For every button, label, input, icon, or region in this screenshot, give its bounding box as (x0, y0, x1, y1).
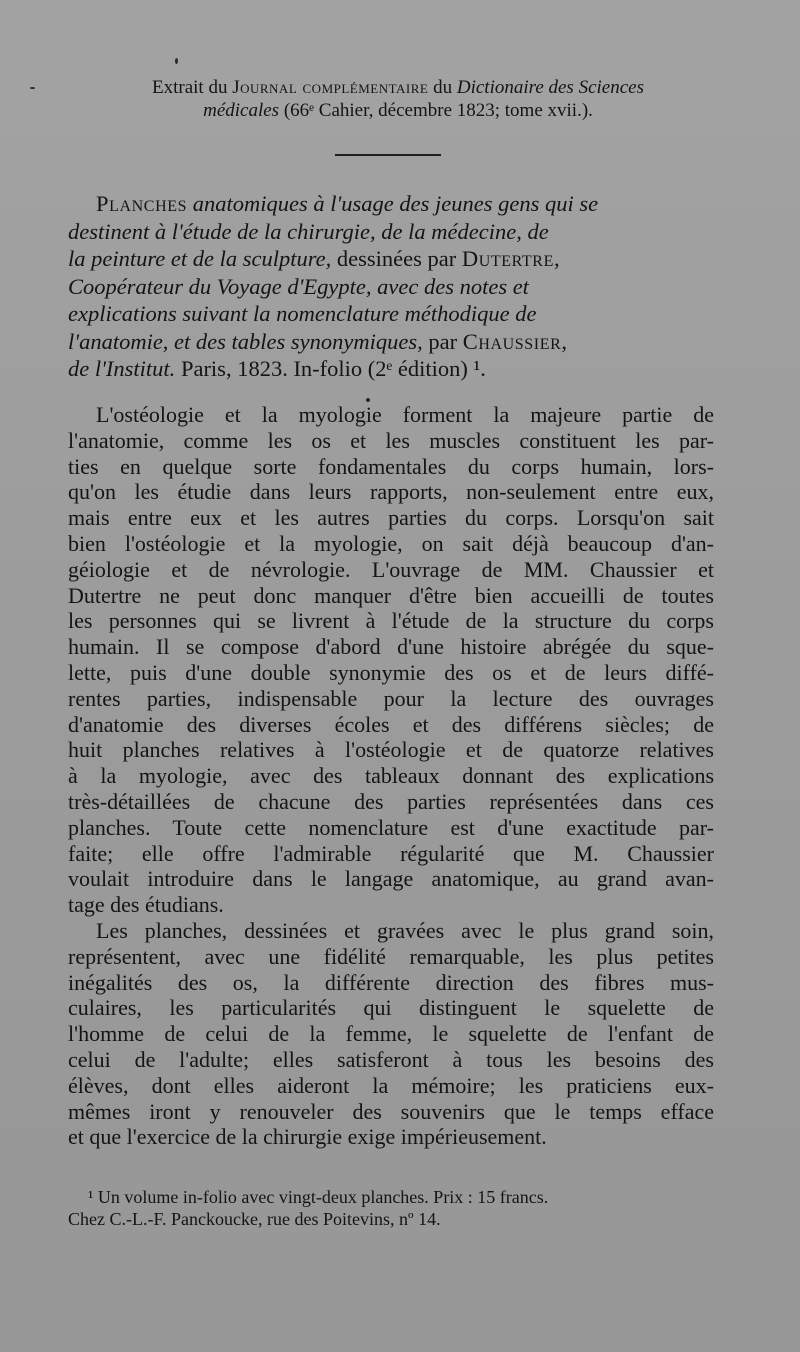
body-line: bien l'ostéologie et la myologie, on sait déjà beaucoup d'an- (68, 530, 714, 556)
footnote-line: ¹ Un volume in-folio avec vingt-deux planches. Prix : 15 francs. (88, 1187, 549, 1207)
body-line: humain. Il se compose d'abord d'une histoire abrégée du sque- (68, 634, 714, 660)
title-line: de l'Institut. Paris, 1823. In-folio (2ᵉ édition) ¹. (68, 356, 486, 381)
body-line: planches. Toute cette nomenclature est d'une exactitude par- (68, 814, 714, 840)
body-line: Dutertre ne peut donc manquer d'être bien accueilli de toutes (68, 582, 714, 608)
title-line: l'anatomie, et des tables synonymiques, par Chaussier, (68, 328, 568, 354)
issue-info: (66ᵉ Cahier, décembre 1823; tome xvii.). (279, 100, 593, 121)
body-line: huit planches relatives à l'ostéologie et de quatorze relatives (68, 737, 714, 763)
body-line: géiologie et de névrologie. L'ouvrage de MM. Chaussier et (68, 556, 714, 582)
header-prefix: Extrait du (152, 77, 233, 98)
dictionary-name-cont: médicales (203, 100, 280, 121)
publication-info: Paris, 1823. In-folio (2ᵉ édition) ¹. (175, 356, 486, 381)
paper-speck (30, 87, 35, 89)
body-line: inégalités des os, la différente direction des fibres mus- (68, 969, 714, 995)
journal-name: Journal complémentaire (232, 77, 429, 98)
body-line: d'anatomie des diverses écoles et des différens siècles; de (68, 711, 714, 737)
review-body (68, 402, 714, 1150)
body-line: élèves, dont elles aideront la mémoire; les praticiens eux- (68, 1072, 714, 1098)
body-line: qu'on les étudie dans leurs rapports, non-seulement entre eux, (68, 479, 714, 505)
header-line-1 (58, 76, 738, 99)
header-line-2 (58, 99, 738, 122)
footnote (68, 1186, 714, 1230)
body-line: rentes parties, indispensable pour la lecture des ouvrages (68, 685, 714, 711)
author-chaussier: Chaussier (462, 328, 562, 354)
body-line: ties en quelque sorte fondamentales du corps humain, lors- (68, 453, 714, 479)
title-line: explications suivant la nomenclature méthodique de (68, 301, 537, 326)
body-line: mêmes iront y renouveler des souvenirs que le temps efface (68, 1098, 714, 1124)
extract-header (58, 76, 738, 122)
footnote-line: Chez C.-L.-F. Panckoucke, rue des Poitevins, nº 14. (68, 1209, 441, 1229)
body-line: L'ostéologie et la myologie forment la majeure partie de (96, 402, 714, 427)
author-dutertre: Dutertre (461, 246, 554, 271)
title-line: la peinture et de la sculpture, dessinées par Dutertre, (68, 246, 560, 271)
body-line: les personnes qui se livrent à l'étude de la structure du corps (68, 608, 714, 634)
body-line: l'anatomie, comme les os et les muscles constituent les par- (68, 427, 714, 453)
body-line: celui de l'adulte; elles satisferont à tous les besoins des (68, 1046, 714, 1072)
body-line: lette, puis d'une double synonymie des os et de leurs diffé- (68, 659, 714, 685)
body-line: à la myologie, avec des tableaux donnant des explications (68, 763, 714, 789)
body-line: mais entre eux et les autres parties du corps. Lorsqu'on sait (68, 505, 714, 531)
body-line: Les planches, dessinées et gravées avec le plus grand soin, (96, 917, 714, 943)
title-line: destinent à l'étude de la chirurgie, de la médecine, de (68, 218, 549, 244)
separator-rule (335, 154, 441, 156)
body-line: faite; elle offre l'admirable régularité que M. Chaussier (68, 840, 714, 866)
paper-speck (175, 58, 178, 64)
header-mid: du (428, 77, 457, 98)
body-line: tage des étudians. (68, 892, 224, 918)
title-line: Planches anatomiques à l'usage des jeunes gens qui se (96, 191, 599, 216)
body-line: et que l'exercice de la chirurgie exige impérieusement. (68, 1124, 547, 1150)
body-line: voulait introduire dans le langage anatomique, au grand avan- (68, 866, 714, 892)
body-line: culaires, les particularités qui distinguent le squelette de (68, 995, 714, 1021)
paper-speck (366, 398, 370, 402)
body-line: très-détaillées de chacune des parties représentées dans ces (68, 788, 714, 814)
body-line: représentent, avec une fidélité remarquable, les plus petites (68, 943, 714, 969)
book-title-block (68, 190, 714, 383)
title-line: Coopérateur du Voyage d'Egypte, avec des notes et (68, 273, 529, 299)
body-line: l'homme de celui de la femme, le squelette de l'enfant de (68, 1021, 714, 1047)
dictionary-name: Dictionaire des Sciences (456, 77, 644, 98)
